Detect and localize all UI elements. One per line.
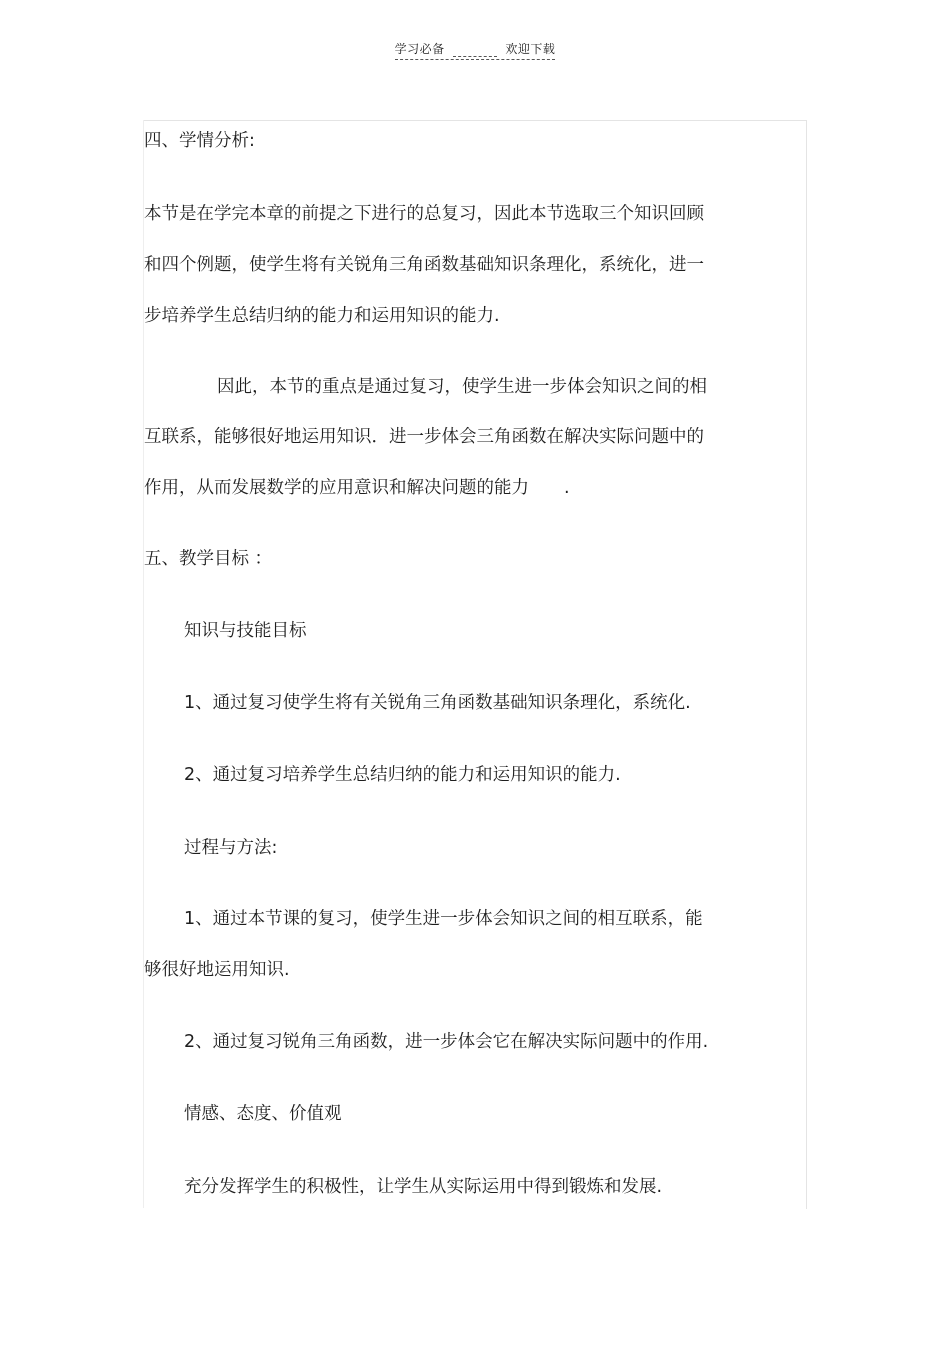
section4-heading: 四、学情分析: — [144, 131, 255, 151]
section4-p2-line1: 因此，本节的重点是通过复习，使学生进一步体会知识之间的相 — [217, 377, 707, 397]
page-header — [0, 40, 950, 60]
process-item-2: 2、通过复习锐角三角函数，进一步体会它在解决实际问题中的作用. — [184, 1032, 709, 1052]
knowledge-item-1: 1、通过复习使学生将有关锐角三角函数基础知识条理化，系统化. — [184, 693, 691, 713]
content-frame-left-edge — [143, 120, 144, 1208]
knowledge-title: 知识与技能目标 — [184, 621, 307, 641]
section5-heading: 五、教学目标 ： — [144, 549, 273, 569]
section4-p2-line3: 作用，从而发展数学的应用意识和解决问题的能力 . — [144, 478, 570, 498]
header-underline — [395, 40, 556, 60]
process-item-1-line1: 1、通过本节课的复习，使学生进一步体会知识之间的相互联系，能 — [184, 909, 703, 929]
emotion-text: 充分发挥学生的积极性，让学生从实际运用中得到锻炼和发展. — [184, 1177, 663, 1197]
knowledge-item-2: 2、通过复习培养学生总结归纳的能力和运用知识的能力. — [184, 765, 621, 785]
section4-p1-line2: 和四个例题，使学生将有关锐角三角函数基础知识条理化，系统化，进一 — [144, 255, 704, 275]
process-item-1-line2: 够很好地运用知识. — [144, 960, 290, 980]
header-left-text: 学习必备 — [394, 42, 445, 56]
section4-p1-line3: 步培养学生总结归纳的能力和运用知识的能力. — [144, 306, 500, 326]
emotion-title: 情感、态度、价值观 — [184, 1104, 342, 1124]
process-title: 过程与方法: — [184, 838, 278, 858]
section4-p2-line2: 互联系，能够很好地运用知识．进一步体会三角函数在解决实际问题中的 — [144, 427, 704, 447]
header-right-text: 欢迎下载 — [505, 42, 556, 56]
header-gap — [453, 56, 497, 57]
section4-p1-line1: 本节是在学完本章的前提之下进行的总复习，因此本节选取三个知识回顾 — [144, 204, 704, 224]
